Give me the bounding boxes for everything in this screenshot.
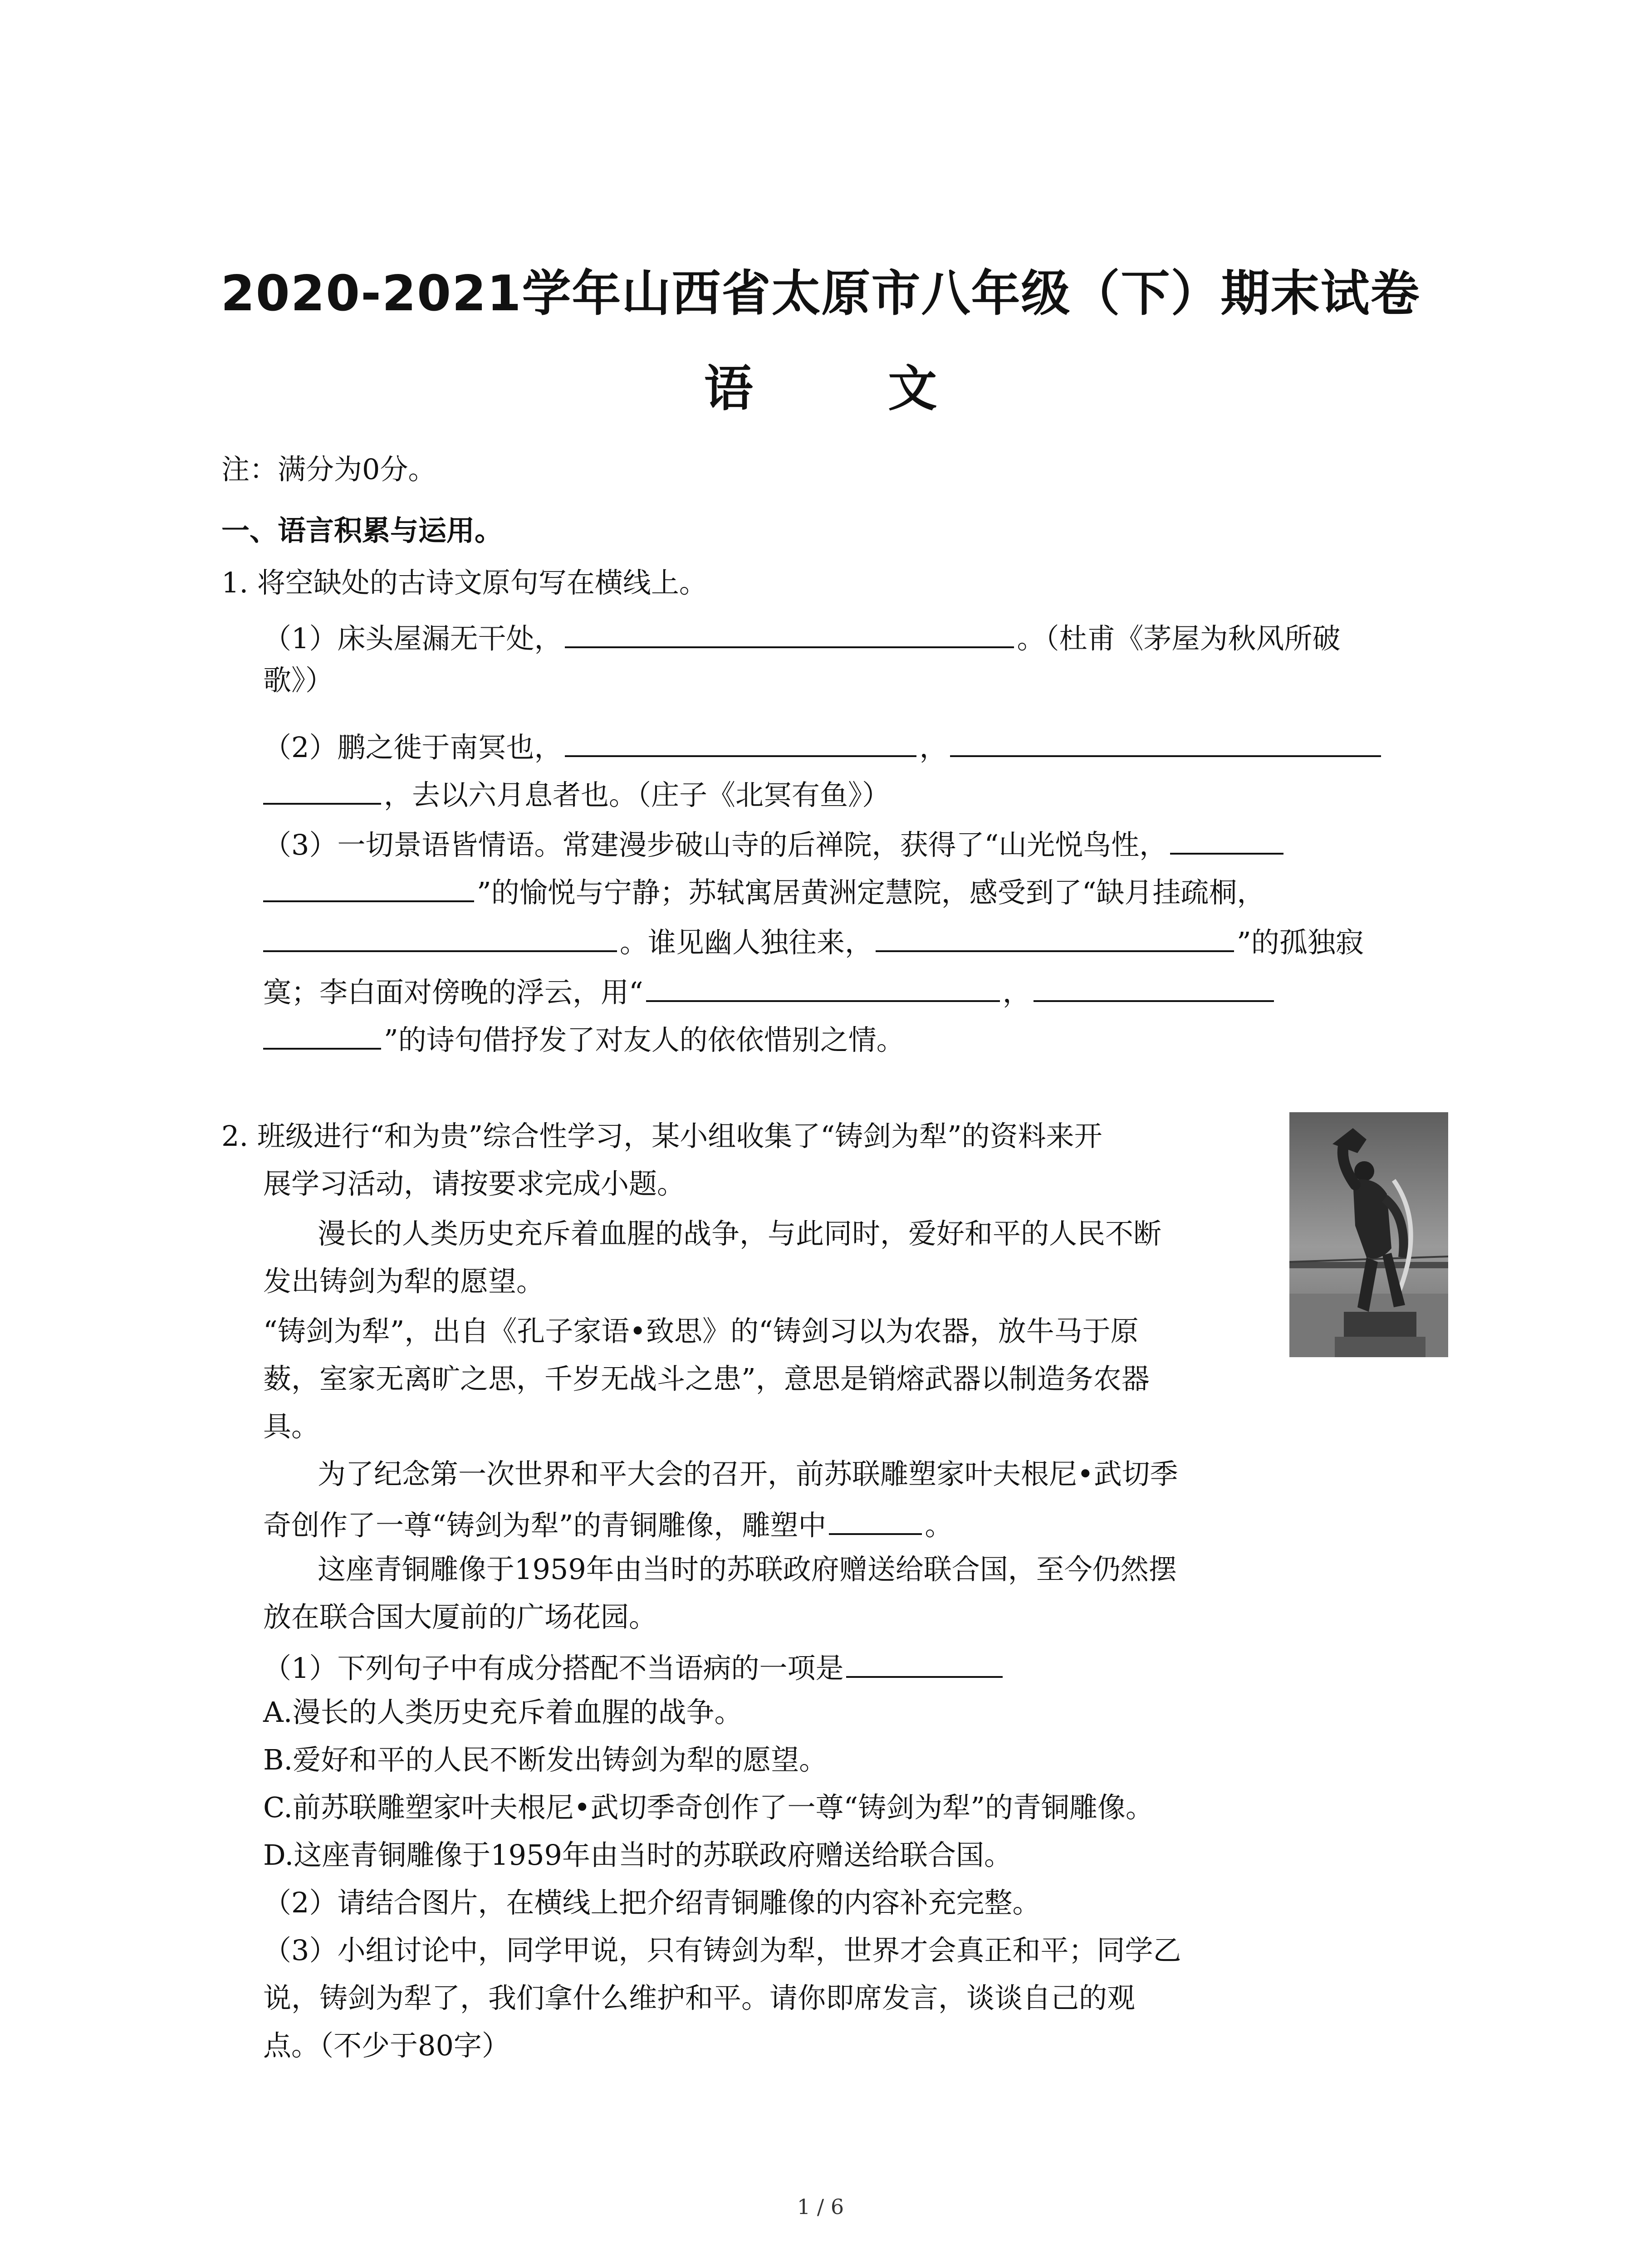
option-d: D.这座青铜雕像于1959年由当时的苏联政府赠送给联合国。 [263, 1838, 1012, 1872]
q2-para3-end: 。 [925, 1509, 953, 1542]
score-note: 注：满分为0分。 [221, 453, 436, 486]
q2-para1-line2: 发出铸剑为犁的愿望。 [263, 1265, 545, 1298]
q1-part3-line4 [263, 968, 1277, 1013]
q1-part3-line5 [263, 1016, 905, 1061]
answer-blank[interactable] [829, 1501, 922, 1535]
q1-part3-text-a: （3）一切景语皆情语。常建漫步破山寺的后禅院，获得了“山光悦鸟性， [263, 828, 1168, 861]
q1-part3-line3 [263, 919, 1364, 963]
q1-part2-text-c: ，去以六月息者也。（庄子《北冥有鱼》） [384, 778, 891, 811]
q2-para3-line1: 为了纪念第一次世界和平大会的召开，前苏联雕塑家叶夫根尼•武切季 [318, 1457, 1178, 1491]
q2-sub1-text: （1）下列句子中有成分搭配不当语病的一项是 [263, 1652, 844, 1685]
q1-part3-line2 [263, 869, 1265, 913]
q2-para4-line2: 放在联合国大厦前的广场花园。 [263, 1600, 657, 1633]
option-a: A.漫长的人类历史充斥着血腥的战争。 [263, 1696, 743, 1729]
answer-blank[interactable] [876, 919, 1234, 952]
statue-photo [1289, 1112, 1448, 1357]
q2-para3-text: 奇创作了一尊“铸剑为犁”的青铜雕像，雕塑中 [263, 1509, 827, 1542]
q2-sub3-line3: 点。（不少于80字） [263, 2029, 510, 2062]
q1-part3-text-g: ”的诗句借抒发了对友人的依依惜别之情。 [384, 1023, 905, 1056]
answer-blank[interactable] [950, 723, 1381, 757]
answer-blank[interactable] [263, 869, 474, 902]
q1-part1-line1 [263, 615, 1340, 659]
q1-part3-text-c: 。谁见幽人独往来， [620, 926, 873, 959]
page-title: 2020-2021学年山西省太原市八年级（下）期末试卷 [220, 265, 1421, 322]
option-c: C.前苏联雕塑家叶夫根尼•武切季奇创作了一尊“铸剑为犁”的青铜雕像。 [263, 1791, 1154, 1824]
q2-sub3-line2: 说，铸剑为犁了，我们拿什么维护和平。请你即席发言，谈谈自己的观 [263, 1981, 1136, 2014]
page-number: 1 / 6 [797, 2195, 844, 2219]
answer-blank[interactable] [646, 968, 1000, 1002]
q1-stem: 1. 将空缺处的古诗文原句写在横线上。 [221, 566, 707, 599]
answer-blank[interactable] [1170, 821, 1283, 855]
subject-title: 语 文 [704, 361, 996, 417]
q2-para3-line2 [263, 1501, 953, 1546]
q1-part2-line1 [263, 723, 1384, 768]
q1-part2-comma: ， [919, 731, 948, 764]
q1-part2-line2 [263, 771, 890, 816]
answer-blank[interactable] [846, 1644, 1003, 1678]
answer-blank[interactable] [263, 771, 381, 805]
q1-part3-line1 [263, 821, 1286, 865]
q2-para2-line2: 薮，室家无离旷之思，千岁无战斗之患”，意思是销熔武器以制造务农器 [263, 1362, 1150, 1395]
q2-sub1 [263, 1644, 1005, 1689]
q1-part3-text-f: ， [1002, 976, 1031, 1009]
q2-para2-line3: 具。 [263, 1410, 320, 1443]
section-heading: 一、语言积累与运用。 [221, 514, 503, 547]
q2-para1-line1: 漫长的人类历史充斥着血腥的战争，与此同时，爱好和平的人民不断 [318, 1217, 1162, 1250]
q2-para2-line1: “铸剑为犁”，出自《孔子家语•致思》的“铸剑习以为农器，放牛马于原 [263, 1315, 1139, 1348]
q2-sub2: （2）请结合图片，在横线上把介绍青铜雕像的内容补充完整。 [263, 1886, 1041, 1919]
answer-blank[interactable] [1034, 968, 1274, 1002]
q2-sub3-line1: （3）小组讨论中，同学甲说，只有铸剑为犁，世界才会真正和平；同学乙 [263, 1934, 1181, 1967]
answer-blank[interactable] [565, 615, 1014, 648]
q1-part3-text-b: ”的愉悦与宁静；苏轼寓居黄洲定慧院，感受到了“缺月挂疏桐， [477, 876, 1265, 909]
q1-part3-text-e: 寞；李白面对傍晚的浮云，用“ [263, 976, 643, 1009]
q1-part1-line2: 歌》） [263, 664, 334, 697]
q2-stem-line2: 展学习活动，请按要求完成小题。 [263, 1167, 686, 1200]
q1-part1-text-a: （1）床头屋漏无干处， [263, 622, 563, 655]
answer-blank[interactable] [263, 919, 617, 952]
q1-part3-text-d: ”的孤独寂 [1237, 926, 1364, 959]
q1-part1-text-b: 。（杜甫《茅屋为秋风所破 [1017, 622, 1341, 655]
statue-illustration [1289, 1112, 1448, 1357]
answer-blank[interactable] [565, 723, 916, 757]
option-b: B.爱好和平的人民不断发出铸剑为犁的愿望。 [263, 1743, 828, 1776]
answer-blank[interactable] [263, 1016, 381, 1050]
q2-stem-line1: 2. 班级进行“和为贵”综合性学习，某小组收集了“铸剑为犁”的资料来开 [221, 1119, 1102, 1153]
q2-para4-line1: 这座青铜雕像于1959年由当时的苏联政府赠送给联合国，至今仍然摆 [318, 1553, 1177, 1586]
q1-part2-text-a: （2）鹏之徙于南冥也， [263, 731, 563, 764]
